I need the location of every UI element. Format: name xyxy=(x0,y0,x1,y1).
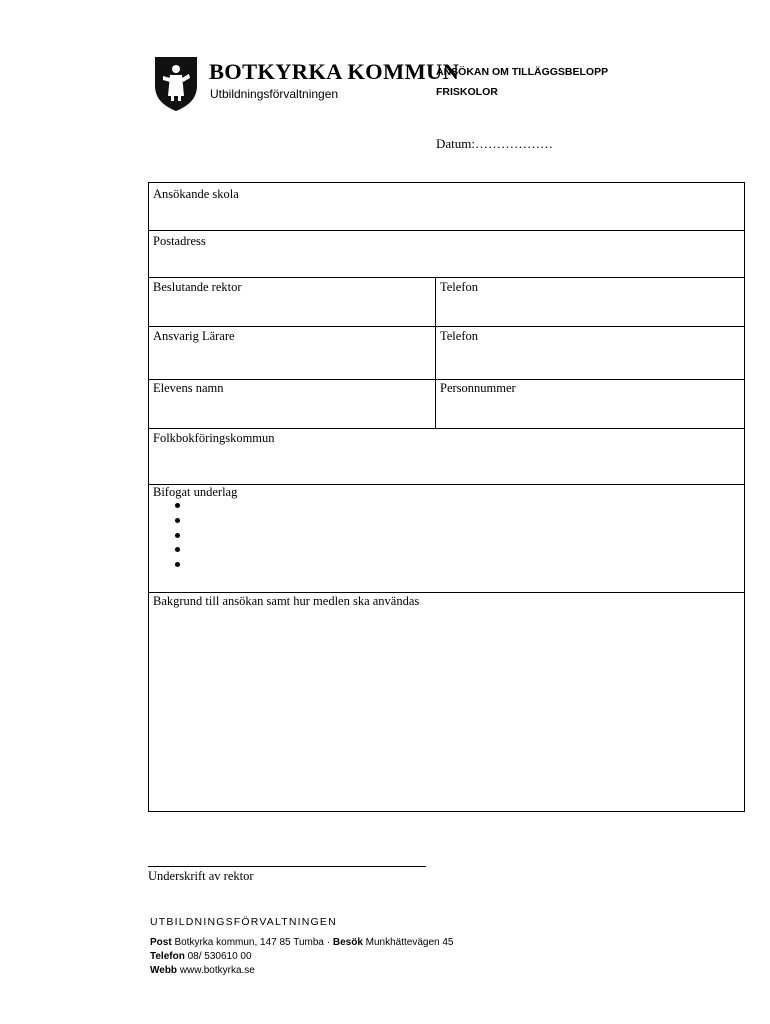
botkyrka-coat-of-arms-icon xyxy=(154,56,198,112)
principal-phone-field[interactable]: Telefon xyxy=(440,280,478,294)
footer-phone-value: 08/ 530610 00 xyxy=(187,951,252,962)
document-subtitle: FRISKOLOR xyxy=(436,86,498,98)
department-name: Utbildningsförvaltningen xyxy=(210,87,339,101)
form-row-divider xyxy=(149,484,744,485)
responsible-teacher-field[interactable]: Ansvarig Lärare xyxy=(153,329,235,343)
postal-address-field[interactable]: Postadress xyxy=(153,234,206,248)
footer-org: UTBILDNINGSFÖRVALTNINGEN xyxy=(150,916,337,928)
footer-web-value[interactable]: www.botkyrka.se xyxy=(179,965,255,976)
application-form xyxy=(148,182,745,812)
form-row-divider xyxy=(149,326,744,327)
footer-visit-label: Besök xyxy=(332,937,363,948)
background-field[interactable]: Bakgrund till ansökan samt hur medlen ska användas xyxy=(153,594,420,608)
registration-municipality-field[interactable]: Folkbokföringskommun xyxy=(153,431,275,445)
footer-post-label: Post xyxy=(150,937,172,948)
signature-label: Underskrift av rektor xyxy=(148,869,254,883)
footer-web-line xyxy=(150,965,255,976)
applying-school-field[interactable]: Ansökande skola xyxy=(153,187,239,201)
form-row-divider xyxy=(149,592,744,593)
teacher-phone-field[interactable]: Telefon xyxy=(440,329,478,343)
signature-line[interactable] xyxy=(148,866,426,867)
student-name-field[interactable]: Elevens namn xyxy=(153,381,224,395)
footer-post-line xyxy=(150,937,454,948)
form-column-divider xyxy=(435,277,436,428)
attachments-field[interactable]: Bifogat underlag xyxy=(153,485,238,499)
footer-phone-label: Telefon xyxy=(150,951,185,962)
personal-number-field[interactable]: Personnummer xyxy=(440,381,516,395)
footer-post-value: Botkyrka kommun, 147 85 Tumba · xyxy=(174,937,331,948)
form-row-divider xyxy=(149,277,744,278)
footer-web-label: Webb xyxy=(150,965,178,976)
footer-visit-value: Munkhättevägen 45 xyxy=(365,937,454,948)
form-row-divider xyxy=(149,379,744,380)
form-row-divider xyxy=(149,428,744,429)
form-row-divider xyxy=(149,230,744,231)
footer-phone-line xyxy=(150,951,252,962)
deciding-principal-field[interactable]: Beslutande rektor xyxy=(153,280,242,294)
org-name: BOTKYRKA KOMMUN xyxy=(209,59,460,84)
date-field[interactable]: Datum:……………… xyxy=(436,136,553,151)
document-title: ANSÖKAN OM TILLÄGGSBELOPP xyxy=(436,66,609,78)
